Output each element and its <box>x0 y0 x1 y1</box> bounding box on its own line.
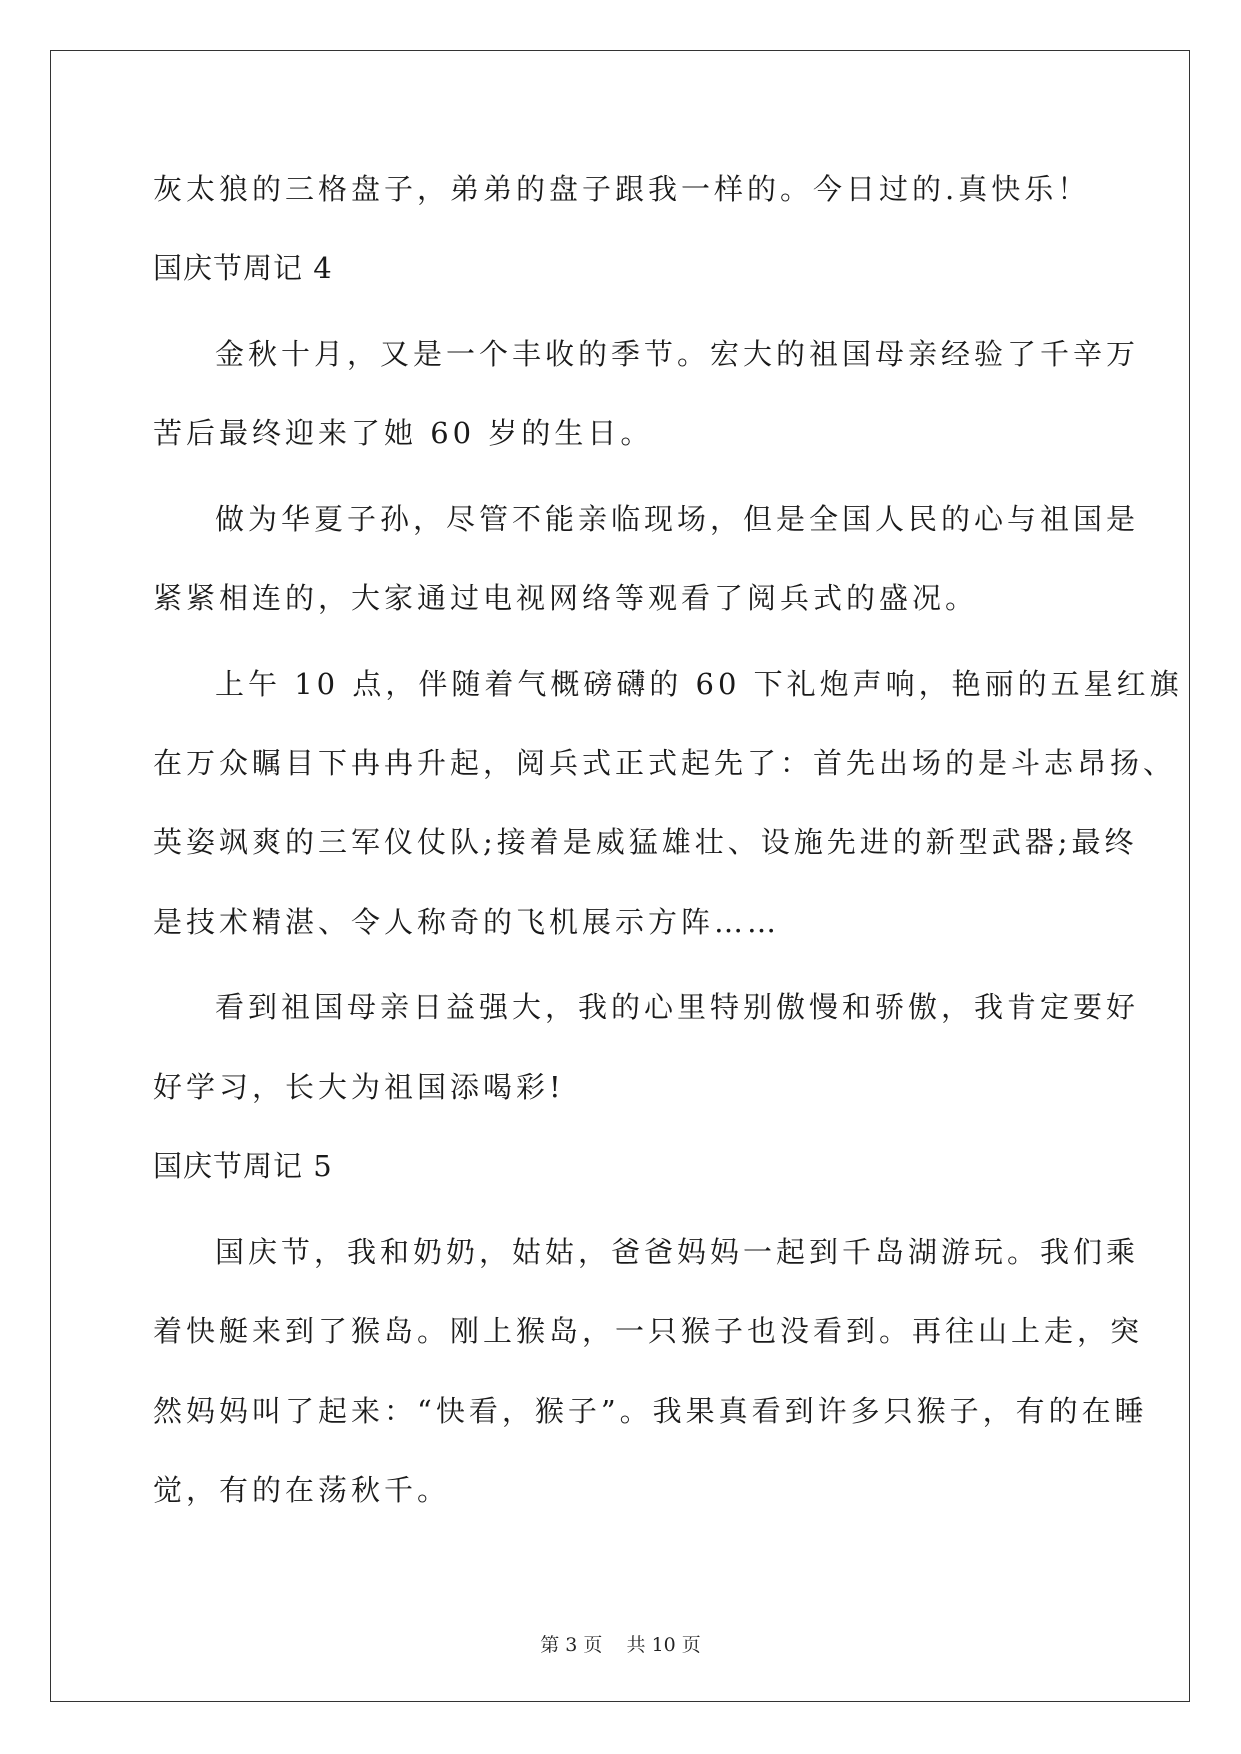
paragraph-line: 国庆节，我和奶奶，姑姑，爸爸妈妈一起到千岛湖游玩。我们乘 <box>215 1235 1140 1269</box>
paragraph-line: 紧紧相连的，大家通过电视网络等观看了阅兵式的盛况。 <box>153 581 979 615</box>
paragraph-line: 在万众瞩目下冉冉升起，阅兵式正式起先了：首先出场的是斗志昂扬、 <box>153 746 1177 780</box>
paragraph-line: 是技术精湛、令人称奇的飞机展示方阵…… <box>153 905 781 939</box>
paragraph-line: 上午 10 点，伴随着气概磅礴的 60 下礼炮声响，艳丽的五星红旗 <box>215 667 1183 701</box>
page-number-footer: 第 3 页 共 10 页 <box>540 1634 701 1656</box>
paragraph-line: 看到祖国母亲日益强大，我的心里特别傲慢和骄傲，我肯定要好 <box>215 990 1140 1024</box>
section-heading-4: 国庆节周记 4 <box>153 251 333 285</box>
paragraph-line: 灰太狼的三格盘子，弟弟的盘子跟我一样的。今日过的.真快乐！ <box>153 172 1091 206</box>
paragraph-line: 苦后最终迎来了她 60 岁的生日。 <box>153 416 654 450</box>
paragraph-line: 做为华夏子孙，尽管不能亲临现场，但是全国人民的心与祖国是 <box>215 502 1140 536</box>
paragraph-line: 金秋十月，又是一个丰收的季节。宏大的祖国母亲经验了千辛万 <box>215 337 1140 371</box>
section-heading-5: 国庆节周记 5 <box>153 1149 333 1183</box>
paragraph-line: 好学习，长大为祖国添喝彩! <box>153 1070 565 1104</box>
paragraph-line: 然妈妈叫了起来：“快看，猴子”。我果真看到许多只猴子，有的在睡 <box>153 1394 1148 1428</box>
paragraph-line: 觉，有的在荡秋千。 <box>153 1473 451 1507</box>
paragraph-line: 着快艇来到了猴岛。刚上猴岛，一只猴子也没看到。再往山上走，突 <box>153 1314 1144 1348</box>
page-border <box>50 50 1190 1702</box>
paragraph-line: 英姿飒爽的三军仪仗队;接着是威猛雄壮、设施先进的新型武器;最终 <box>153 825 1138 859</box>
